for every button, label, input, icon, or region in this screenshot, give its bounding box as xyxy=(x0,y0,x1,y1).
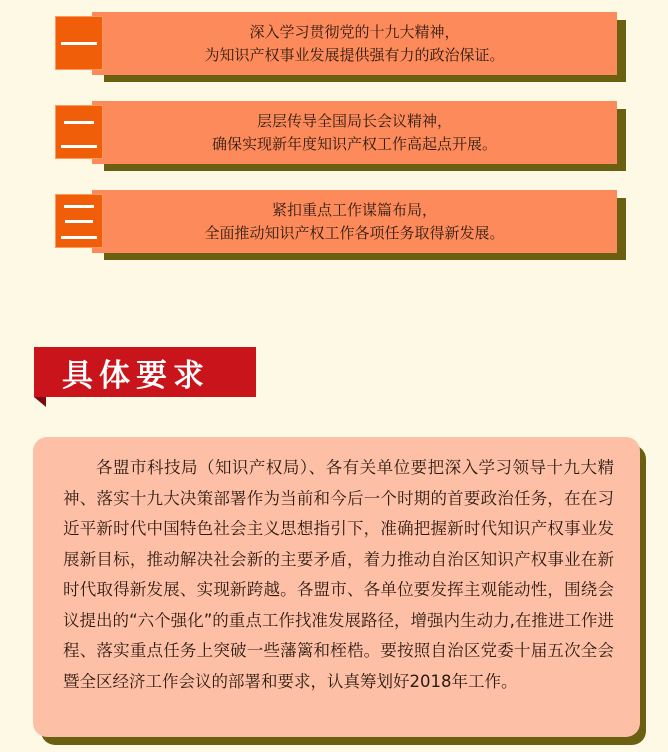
task-item-line-2: 全面推动知识产权工作各项任务取得新发展。 xyxy=(204,223,505,242)
task-item-line-1: 深入学习贯彻党的十九大精神， xyxy=(249,22,460,41)
task-item-1 xyxy=(55,12,626,82)
requirements-panel xyxy=(33,437,640,737)
task-item-line-1: 层层传导全国局长会议精神， xyxy=(256,111,452,130)
task-item-3 xyxy=(55,190,626,260)
task-item-text xyxy=(92,101,617,164)
numeral-three-icon xyxy=(55,194,103,248)
numeral-two-icon xyxy=(55,105,103,159)
section-ribbon xyxy=(34,347,256,397)
task-item-2 xyxy=(55,101,626,171)
task-item-line-2: 确保实现新年度知识产权工作高起点开展。 xyxy=(211,134,497,153)
section-header xyxy=(34,347,256,407)
task-item-line-1: 紧扣重点工作谋篇布局， xyxy=(271,200,437,219)
task-item-text xyxy=(92,12,617,75)
task-item-line-2: 为知识产权事业发展提供强有力的政治保证。 xyxy=(204,45,505,64)
task-item-text xyxy=(92,190,617,253)
section-title: 具体要求 xyxy=(62,357,210,394)
numeral-one-icon xyxy=(55,16,103,70)
requirements-paragraph: 各盟市科技局（知识产权局）、各有关单位要把深入学习领导十九大精神、落实十九大决策部署作为当前和今后一个时期的首要政治任务，在在习近平新时代中国特色社会主义思想指引下，准确把握新时代知识产权事业发展新目标，推动解决社会新的主要矛盾，着力推动自治区知识产权事业在新时代取得新发展、实现新跨越。各盟市、各单位要发挥主观能动性，围绕会议提出的“六个强化”的重点工作找准发展路径，增强内生动力,在推进工作进程、落实重点任务上突破一些藩篱和桎梏。要按照自治区党委十届五次全会暨全区经济工作会议的部署和要求，认真筹划好2018年工作。 xyxy=(63,458,614,691)
ribbon-fold xyxy=(34,397,46,407)
panel-box xyxy=(33,437,640,737)
